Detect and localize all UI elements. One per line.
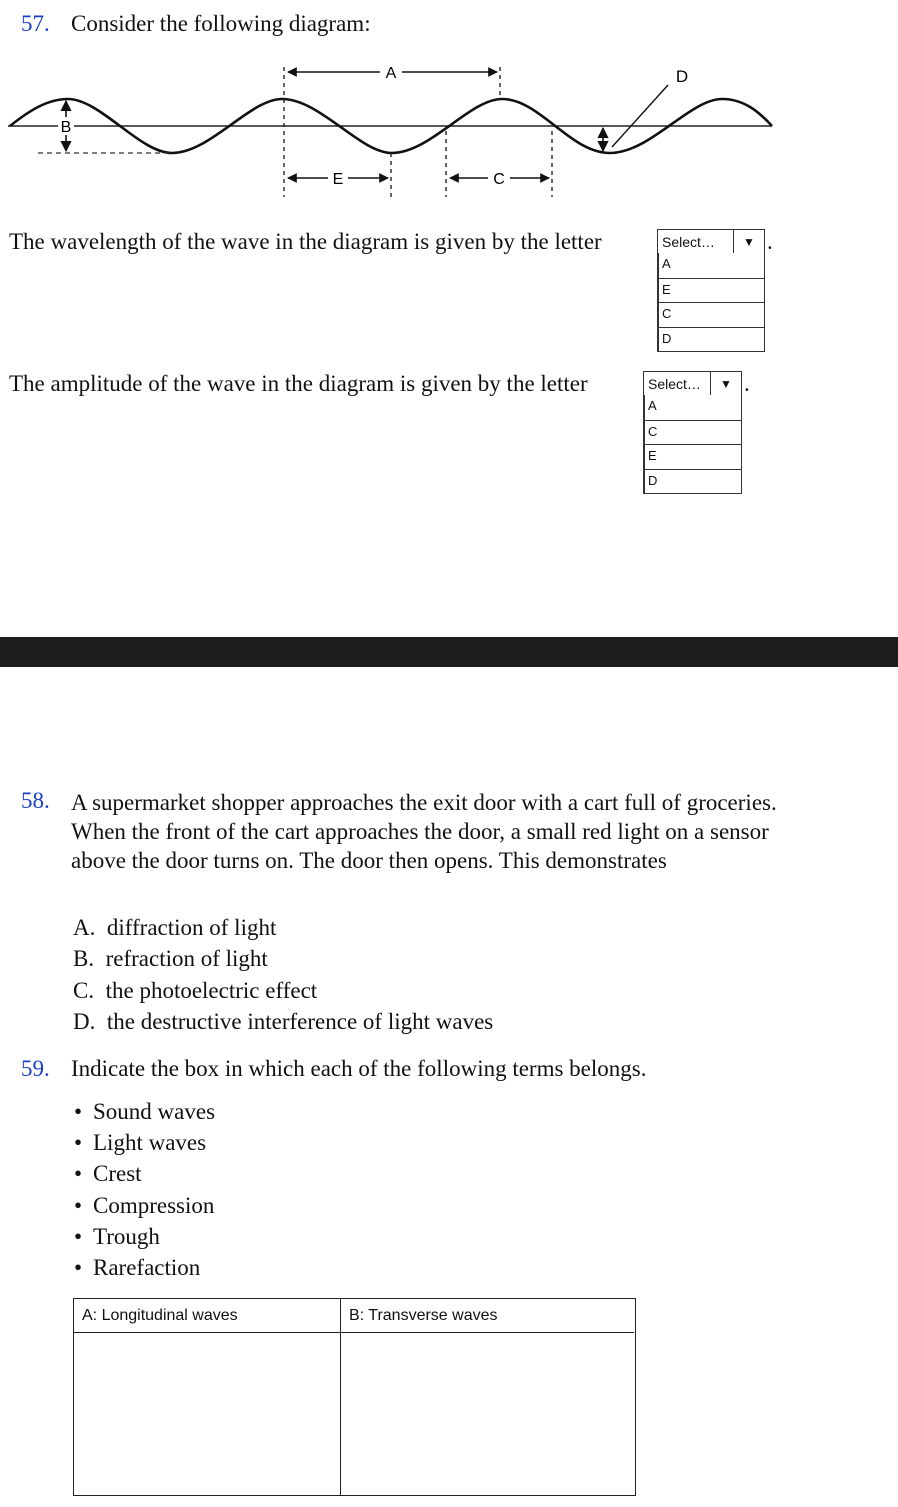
term-item[interactable] [74, 1158, 215, 1189]
sorting-table [73, 1298, 636, 1496]
bullet-icon: • [74, 1192, 83, 1218]
choice-text: diffraction of light [106, 915, 277, 940]
wavelength-sentence: The wavelength of the wave in the diagram is given by the letter [9, 229, 602, 254]
choice-row[interactable] [73, 915, 276, 941]
choice-letter: A. [73, 915, 96, 940]
drop-zone-transverse[interactable] [340, 1333, 634, 1495]
choice-row[interactable] [73, 978, 317, 1004]
chevron-down-icon[interactable]: ▼ [710, 372, 741, 395]
bullet-icon: • [74, 1130, 83, 1156]
wavelength-option[interactable]: D [658, 327, 764, 352]
label-e: E [332, 171, 344, 188]
page-divider [0, 637, 898, 667]
amplitude-select[interactable] [643, 371, 742, 396]
wavelength-select[interactable] [657, 229, 765, 254]
term-label: Light waves [93, 1130, 207, 1156]
terms-list [74, 1096, 215, 1283]
wavelength-sentence-end: . [767, 229, 773, 254]
column-header-longitudinal: A: Longitudinal waves [74, 1299, 340, 1333]
wavelength-option[interactable]: C [658, 302, 764, 327]
choice-letter: B. [73, 946, 95, 971]
amplitude-option[interactable]: A [644, 395, 741, 420]
label-c: C [493, 171, 505, 188]
bullet-icon: • [74, 1254, 83, 1280]
choice-letter: D. [73, 1009, 96, 1034]
question-number-58: 58. [21, 788, 50, 813]
choice-text: the destructive interference of light waves [106, 1009, 494, 1034]
choice-text: the photoelectric effect [105, 978, 318, 1003]
term-label: Trough [93, 1223, 160, 1249]
label-a: A [385, 65, 397, 82]
question-58-prompt: A supermarket shopper approaches the exit door with a cart full of groceries. When the front of the cart approaches the door, a small red light on a sensor above the door turns on. The door then opens. This demonstrates [71, 790, 777, 873]
label-b: B [60, 119, 72, 136]
amplitude-sentence: The amplitude of the wave in the diagram is given by the letter [9, 371, 588, 396]
bullet-icon: • [74, 1099, 83, 1124]
wave-diagram [0, 55, 790, 205]
chevron-down-icon[interactable]: ▼ [733, 230, 764, 253]
question-number-59: 59. [21, 1056, 50, 1081]
amplitude-option[interactable]: D [644, 469, 741, 494]
term-item[interactable] [74, 1127, 215, 1158]
wavelength-option[interactable]: E [658, 278, 764, 303]
wavelength-select-placeholder: Select… [662, 233, 715, 250]
term-label: Sound waves [93, 1099, 216, 1124]
amplitude-option[interactable]: C [644, 420, 741, 445]
amplitude-sentence-end: . [744, 371, 750, 396]
choice-row[interactable] [73, 1009, 493, 1035]
amplitude-select-placeholder: Select… [648, 375, 701, 392]
choice-letter: C. [73, 978, 95, 1003]
term-item[interactable] [74, 1252, 215, 1283]
question-59-prompt: Indicate the box in which each of the following terms belongs. [71, 1056, 647, 1081]
term-label: Compression [93, 1192, 215, 1218]
label-d: D [675, 67, 689, 86]
pointer-d [612, 85, 668, 147]
question-number-57: 57. [21, 11, 50, 36]
term-item[interactable] [74, 1190, 215, 1221]
amplitude-options [643, 395, 742, 494]
column-header-transverse: B: Transverse waves [340, 1299, 634, 1333]
bullet-icon: • [74, 1223, 83, 1249]
term-label: Crest [93, 1161, 142, 1187]
wavelength-option[interactable]: A [658, 253, 764, 278]
term-label: Rarefaction [93, 1254, 201, 1280]
choice-row[interactable] [73, 946, 268, 972]
term-item[interactable] [74, 1221, 215, 1252]
drop-zone-longitudinal[interactable] [74, 1333, 340, 1495]
term-item[interactable] [74, 1096, 215, 1127]
wavelength-options [657, 253, 765, 352]
bullet-icon: • [74, 1161, 83, 1187]
choice-text: refraction of light [105, 946, 268, 971]
amplitude-option[interactable]: E [644, 444, 741, 469]
question-57-prompt: Consider the following diagram: [71, 11, 371, 36]
